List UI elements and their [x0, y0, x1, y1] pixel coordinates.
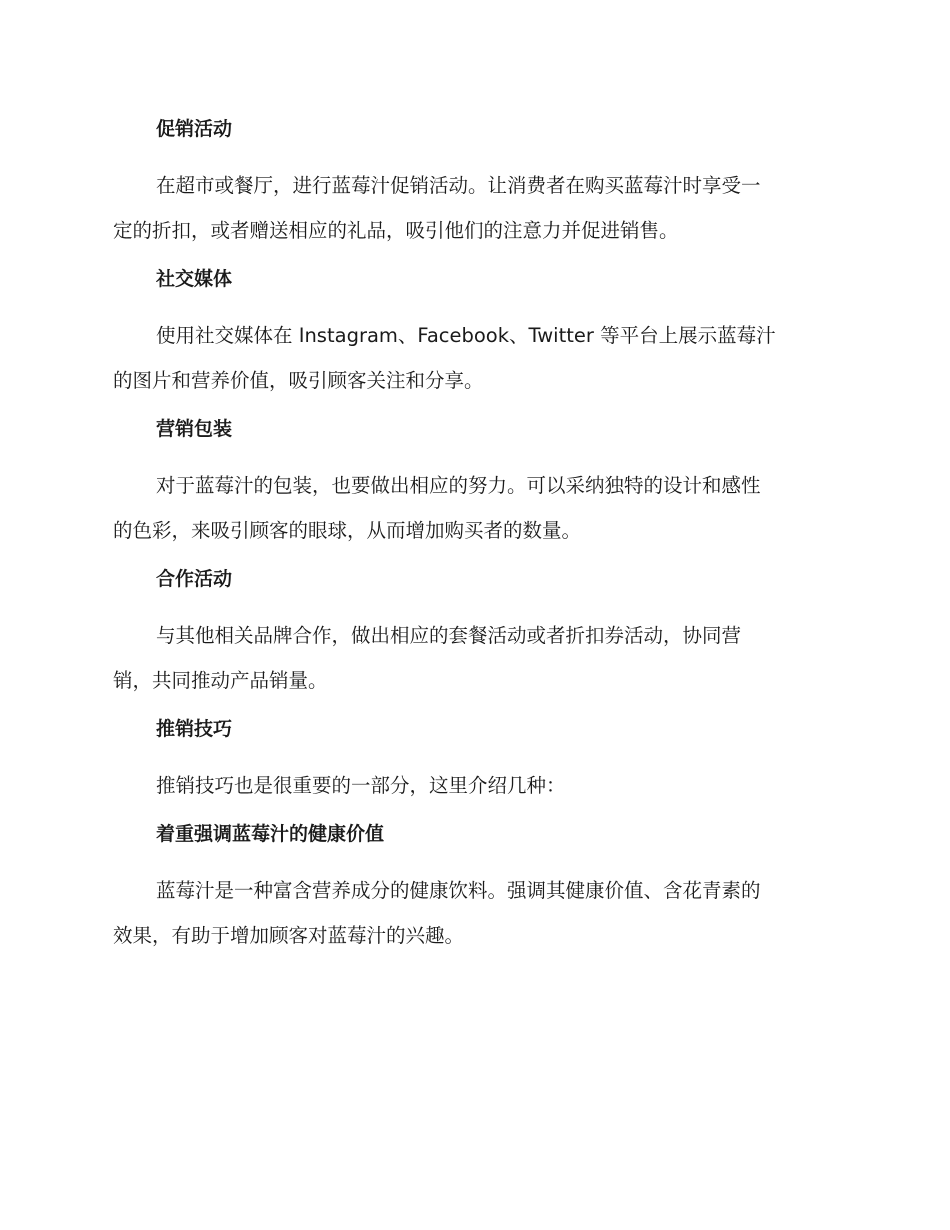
paragraph-line: 效果，有助于增加顾客对蓝莓汁的兴趣。: [113, 924, 465, 947]
section-paragraph-health-value: [113, 868, 835, 958]
section-paragraph-sales-tips: [113, 763, 835, 808]
section-heading-promotion: 促销活动: [156, 118, 233, 140]
section-paragraph-cooperation: [113, 613, 835, 703]
section-paragraph-social-media: [113, 313, 835, 403]
paragraph-line: 与其他相关品牌合作，做出相应的套餐活动或者折扣券活动，协同营: [156, 624, 742, 647]
paragraph-line: 定的折扣，或者赠送相应的礼品，吸引他们的注意力并促进销售。: [113, 219, 679, 242]
document-body: [113, 112, 835, 958]
section-heading-packaging: 营销包装: [156, 418, 233, 440]
paragraph-line: 销，共同推动产品销量。: [113, 669, 328, 692]
paragraph-line: 推销技巧也是很重要的一部分，这里介绍几种：: [156, 774, 566, 797]
section-heading-sales-tips: 推销技巧: [156, 718, 233, 740]
section-paragraph-packaging: [113, 463, 835, 553]
paragraph-line: 蓝莓汁是一种富含营养成分的健康饮料。强调其健康价值、含花青素的: [156, 879, 761, 902]
paragraph-line: 对于蓝莓汁的包装，也要做出相应的努力。可以采纳独特的设计和感性: [156, 474, 761, 497]
paragraph-line: 使用社交媒体在 Instagram、Facebook、Twitter 等平台上展示蓝莓汁: [156, 324, 776, 347]
paragraph-line: 的色彩，来吸引顾客的眼球，从而增加购买者的数量。: [113, 519, 582, 542]
paragraph-line: 的图片和营养价值，吸引顾客关注和分享。: [113, 369, 484, 392]
paragraph-line: 在超市或餐厅，进行蓝莓汁促销活动。让消费者在购买蓝莓汁时享受一: [156, 174, 761, 197]
section-heading-social-media: 社交媒体: [156, 268, 233, 290]
section-paragraph-promotion: [113, 163, 835, 253]
section-heading-cooperation: 合作活动: [156, 568, 233, 590]
section-heading-health-value: 着重强调蓝莓汁的健康价值: [156, 823, 385, 845]
